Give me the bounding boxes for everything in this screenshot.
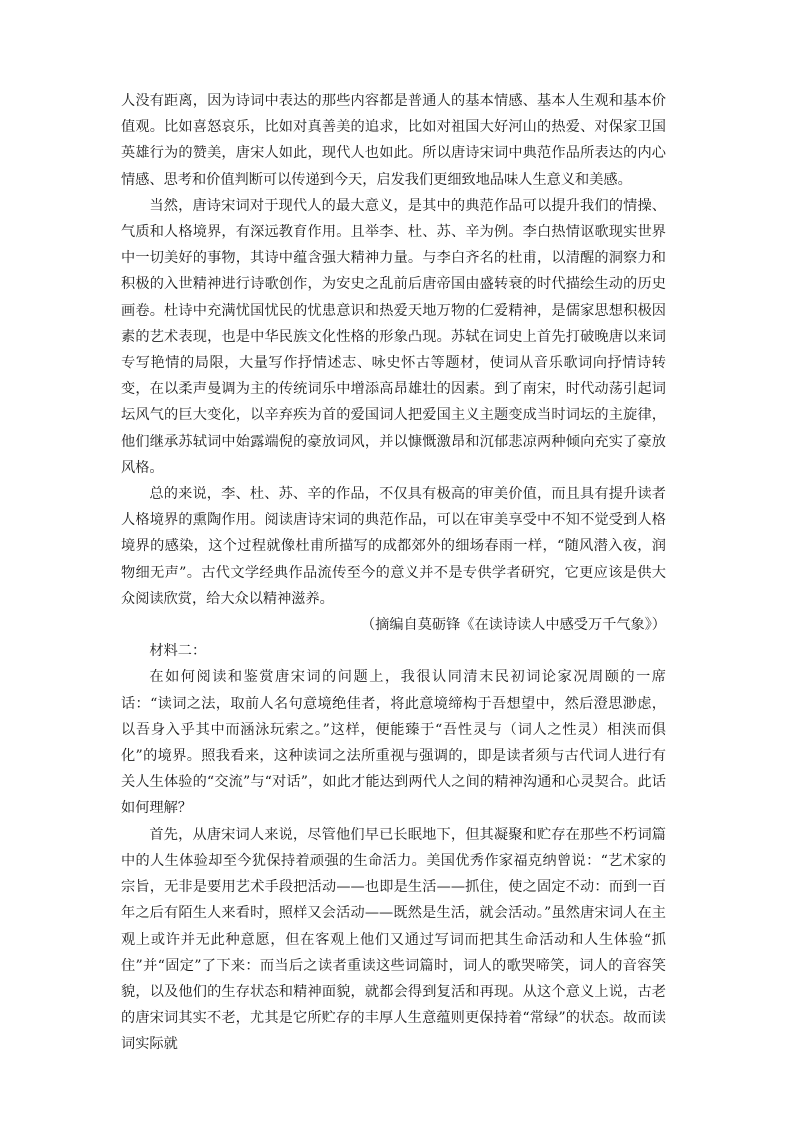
paragraph-first-point: 首先，从唐宋词人来说，尽管他们早已长眠地下，但其凝聚和贮存在那些不朽词篇中的人生体验却至今犹保持着顽强的生命活力。美国优秀作家福克纳曾说：“艺术家的宗旨，无非是要用艺术手段把活动——也即是生活——抓住，使之固定不动：而到一百年之后有陌生人来看时，照样又会活动——既然是生活，就会活动。”虽然唐宋词人在主观上或许并无此种意愿，但在客观上他们又通过写词而把其生命活动和人生体验“抓住”并“固定”了下来：而当后之读者重读这些词篇时，词人的歌哭啼笑，词人的音容笑貌，以及他们的生存状态和精神面貌，就都会得到复活和再现。从这个意义上说，古老的唐宋词其实不老，尤其是它所贮存的丰厚人生意蕴则更保持着“常绿”的状态。故而读词实际就 (121, 826, 666, 1053)
paragraph-continuation: 人没有距离，因为诗词中表达的那些内容都是普通人的基本情感、基本人生观和基本价值观。比如喜怒哀乐，比如对真善美的追求，比如对祖国大好河山的热爱、对保家卫国英雄行为的赞美，唐宋人如此，现代人也如此。所以唐诗宋词中典范作品所表达的内心情感、思考和价值判断可以传递到今天，启发我们更细致地品味人生意义和美感。 (121, 93, 666, 188)
paragraph-significance: 当然，唐诗宋词对于现代人的最大意义，是其中的典范作品可以提升我们的情操、气质和人格境界，有深远教育作用。且举李、杜、苏、辛为例。李白热情讴歌现实世界中一切美好的事物，其诗中蕴含强大精神力量。与李白齐名的杜甫，以清醒的洞察力和积极的入世精神进行诗歌创作，为安史之乱前后唐帝国由盛转衰的时代描绘生动的历史画卷。杜诗中充满忧国忧民的忧患意识和热爱天地万物的仁爱精神，是儒家思想积极因素的艺术表现，也是中华民族文化性格的形象凸现。苏轼在词史上首先打破晚唐以来词专写艳情的局限，大量写作抒情述志、咏史怀古等题材，使词从音乐歌词向抒情诗转变，在以柔声曼调为主的传统词乐中增添高昂雄壮的因素。到了南宋，时代动荡引起词坛风气的巨大变化，以辛弃疾为首的爱国词人把爱国主义主题变成当时词坛的主旋律，他们继承苏轼词中始露端倪的豪放词风，并以慷慨激昂和沉郁悲凉两种倾向充实了豪放风格。 (121, 197, 666, 476)
material-label: 材料二： (149, 643, 207, 660)
paragraph-reading-method: 在如何阅读和鉴赏唐宋词的问题上，我很认同清末民初词论家况周颐的一席话：“读词之法，取前人名句意境绝佳者，将此意境缔构于吾想望中，然后澄思渺虑，以吾身入乎其中而涵泳玩索之。”这样，便能臻于“吾性灵与（词人之性灵）相浃而俱化”的境界。照我看来，这种读词之法所重视与强调的，即是读者须与古代词人进行有关人生体验的“交流”与“对话”，如此才能达到两代人之间的精神沟通和心灵契合。此话如何理解？ (121, 669, 666, 817)
paragraph-summary: 总的来说，李、杜、苏、辛的作品，不仅具有极高的审美价值，而且具有提升读者人格境界的熏陶作用。阅读唐诗宋词的典范作品，可以在审美享受中不知不觉受到人格境界的感染，这个过程就像杜甫所描写的成都郊外的细场春雨一样，“随风潜入夜，润物细无声”。古代文学经典作品流传至今的意义并不是专供学者研究，它更应该是供大众阅读欣赏，给大众以精神滋养。 (121, 486, 666, 607)
source-citation: （摘编自莫砺锋《在读诗读人中感受万千气象》） (360, 617, 666, 634)
document-page (121, 88, 666, 1058)
